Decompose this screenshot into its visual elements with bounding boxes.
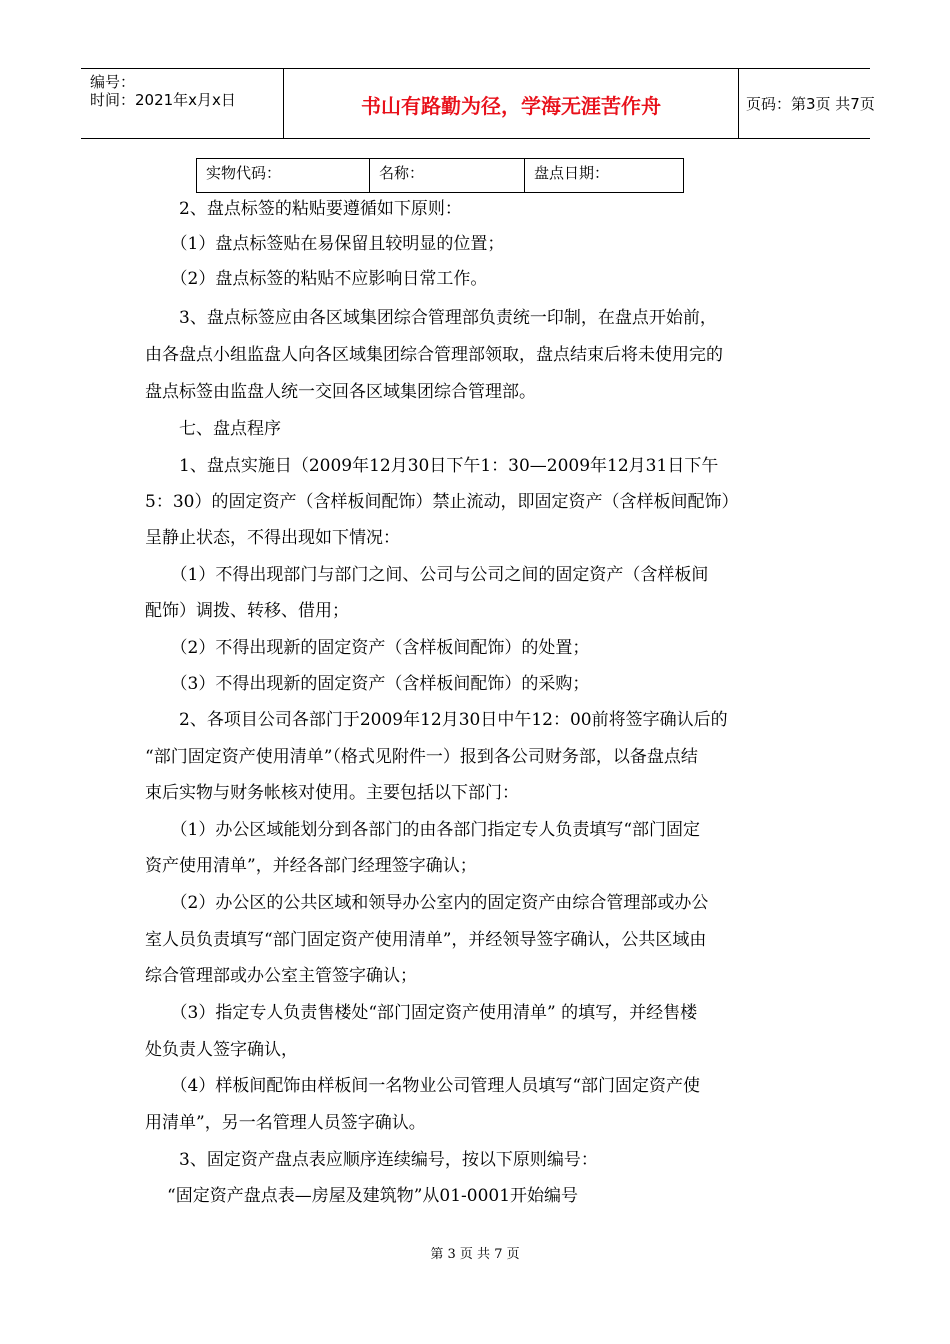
body-line: 由各盘点小组监盘人向各区域集团综合管理部领取，盘点结束后将未使用完的 bbox=[145, 345, 723, 365]
body-line: （1）不得出现部门与部门之间、公司与公司之间的固定资产（含样板间 bbox=[145, 565, 709, 585]
body-line: （2）盘点标签的粘贴不应影响日常工作。 bbox=[145, 269, 488, 289]
body-line: （3）指定专人负责售楼处“部门固定资产使用清单” 的填写，并经售楼 bbox=[145, 1003, 698, 1023]
body-line: 配饰）调拨、转移、借用； bbox=[145, 601, 349, 621]
header-page-cell bbox=[738, 69, 875, 138]
body-line: 5：30）的固定资产（含样板间配饰）禁止流动，即固定资产（含样板间配饰） bbox=[145, 492, 739, 512]
document-number-label: 编号： bbox=[90, 73, 136, 91]
body-line: 呈静止状态，不得出现如下情况： bbox=[145, 528, 400, 548]
body-line: 资产使用清单”，并经各部门经理签字确认； bbox=[145, 856, 477, 876]
label-date-cell: 盘点日期： bbox=[524, 159, 683, 192]
body-line: 3、固定资产盘点表应顺序连续编号，按以下原则编号： bbox=[145, 1150, 598, 1170]
body-line: 室人员负责填写“部门固定资产使用清单”，并经领导签字确认，公共区域由 bbox=[145, 930, 707, 950]
page-footer: 第 3 页 共 7 页 bbox=[430, 1247, 520, 1262]
body-line: （2）不得出现新的固定资产（含样板间配饰）的处置； bbox=[145, 638, 590, 658]
body-line: （1）盘点标签贴在易保留且较明显的位置； bbox=[145, 234, 505, 254]
body-line: （2）办公区的公共区域和领导办公室内的固定资产由综合管理部或办公 bbox=[145, 893, 709, 913]
header-page-info: 页码：第3页 共7页 bbox=[746, 95, 875, 113]
section-heading: 七、盘点程序 bbox=[145, 419, 281, 439]
label-code-cell: 实物代码： bbox=[206, 164, 282, 182]
label-sample-table bbox=[196, 158, 684, 193]
body-line: 2、盘点标签的粘贴要遵循如下原则： bbox=[145, 199, 462, 219]
body-line: （4）样板间配饰由样板间一名物业公司管理人员填写“部门固定资产使 bbox=[145, 1076, 701, 1096]
document-time-label: 时间：2021年x月x日 bbox=[90, 91, 236, 109]
header-motto: 书山有路勤为径，学海无涯苦作舟 bbox=[361, 94, 661, 118]
body-line: （1）办公区域能划分到各部门的由各部门指定专人负责填写“部门固定 bbox=[145, 820, 701, 840]
document-header bbox=[81, 68, 875, 139]
body-line: “固定资产盘点表—房屋及建筑物”从01-0001开始编号 bbox=[167, 1186, 579, 1206]
body-line: 2、各项目公司各部门于2009年12月30日中午12：00前将签字确认后的 bbox=[145, 710, 728, 730]
body-line: 处负责人签字确认， bbox=[145, 1040, 298, 1060]
body-line: “部门固定资产使用清单”（格式见附件一）报到各公司财务部，以备盘点结 bbox=[145, 747, 698, 767]
body-line: 盘点标签由监盘人统一交回各区域集团综合管理部。 bbox=[145, 382, 536, 402]
body-line: 束后实物与财务帐核对使用。主要包括以下部门： bbox=[145, 783, 519, 803]
body-line: 用清单”，另一名管理人员签字确认。 bbox=[145, 1113, 426, 1133]
body-line: 综合管理部或办公室主管签字确认； bbox=[145, 966, 417, 986]
body-line: （3）不得出现新的固定资产（含样板间配饰）的采购； bbox=[145, 674, 590, 694]
label-name-cell: 名称： bbox=[369, 159, 524, 192]
header-motto-cell bbox=[283, 69, 739, 138]
body-line: 1、盘点实施日（2009年12月30日下午1：30—2009年12月31日下午 bbox=[145, 456, 719, 476]
header-meta-cell bbox=[81, 69, 283, 138]
body-line: 3、盘点标签应由各区域集团综合管理部负责统一印制，在盘点开始前， bbox=[145, 308, 717, 328]
